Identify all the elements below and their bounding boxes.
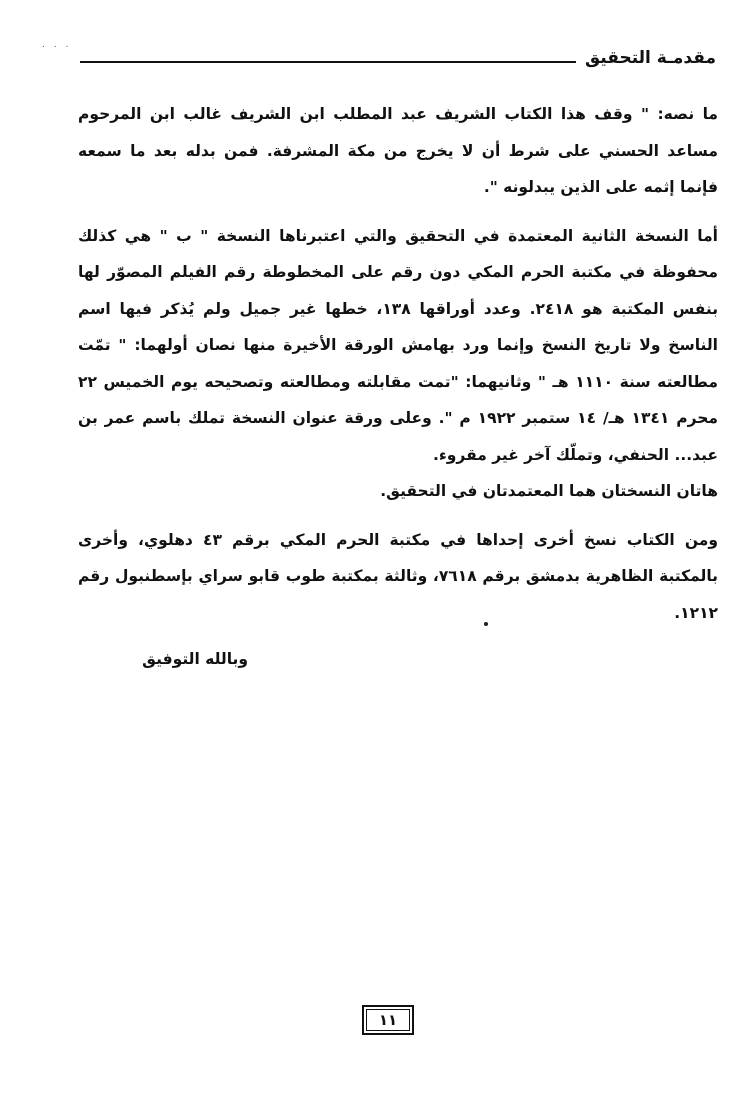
stray-mark xyxy=(484,622,488,626)
paragraph-other-copies: ومن الكتاب نسخ أخرى إحداها في مكتبة الحرم المكي برقم ٤٣ دهلوي، وأخرى بالمكتبة الظاهرية بدمشق برقم ٧٦١٨، وثالثة بمكتبة طوب قابو سراي بإسطنبول رقم ١٢١٢. xyxy=(78,530,718,622)
paragraph-waqf-statement: ما نصه: " وقف هذا الكتاب الشريف عبد المطلب ابن الشريف غالب ابن المرحوم مساعد الحسني على شرط أن لا يخرج من مكة المشرفة. فمن بدله بعد ما سمعه فإنما إثمه على الذين يبدلونه ". xyxy=(78,105,718,196)
paragraph-closing: وبالله التوفيق xyxy=(142,650,248,668)
paragraph-summary: هاتان النسختان هما المعتمدتان في التحقيق. xyxy=(380,482,718,500)
running-header xyxy=(76,48,716,76)
paragraph-second-manuscript: أما النسخة الثانية المعتمدة في التحقيق والتي اعتبرناها النسخة " ب " هي كذلك محفوظة في مكتبة الحرم المكي دون رقم على المخطوطة رقم الفيلم المصوّر لها بنفس المكتبة هو ٢٤١٨. وعدد أوراقها ١٣٨، خطها غير جميل ولم يُذكر فيها اسم الناسخ ولا تاريخ النسخ وإنما ورد بهامش الورقة الأخيرة منها نصان أولهما: " تمّت مطالعته سنة ١١١٠ هـ " وثانيهما: "تمت مقابلته ومطالعته وتصحيحه يوم الخميس ٢٢ محرم ١٣٤١ هـ/ ١٤ ستمبر ١٩٢٢ م ". وعلى ورقة عنوان النسخة تملك باسم عمر بن عبد... الحنفي، وتملّك آخر غير مقروء. xyxy=(78,226,719,464)
page-number: ١١ xyxy=(378,1011,398,1029)
header-rule xyxy=(80,61,576,63)
page-number-box xyxy=(362,1005,414,1035)
decorative-dots: . . . xyxy=(42,40,72,50)
header-title: مقدمـة التحقيق xyxy=(584,48,716,68)
body-text xyxy=(78,96,718,678)
